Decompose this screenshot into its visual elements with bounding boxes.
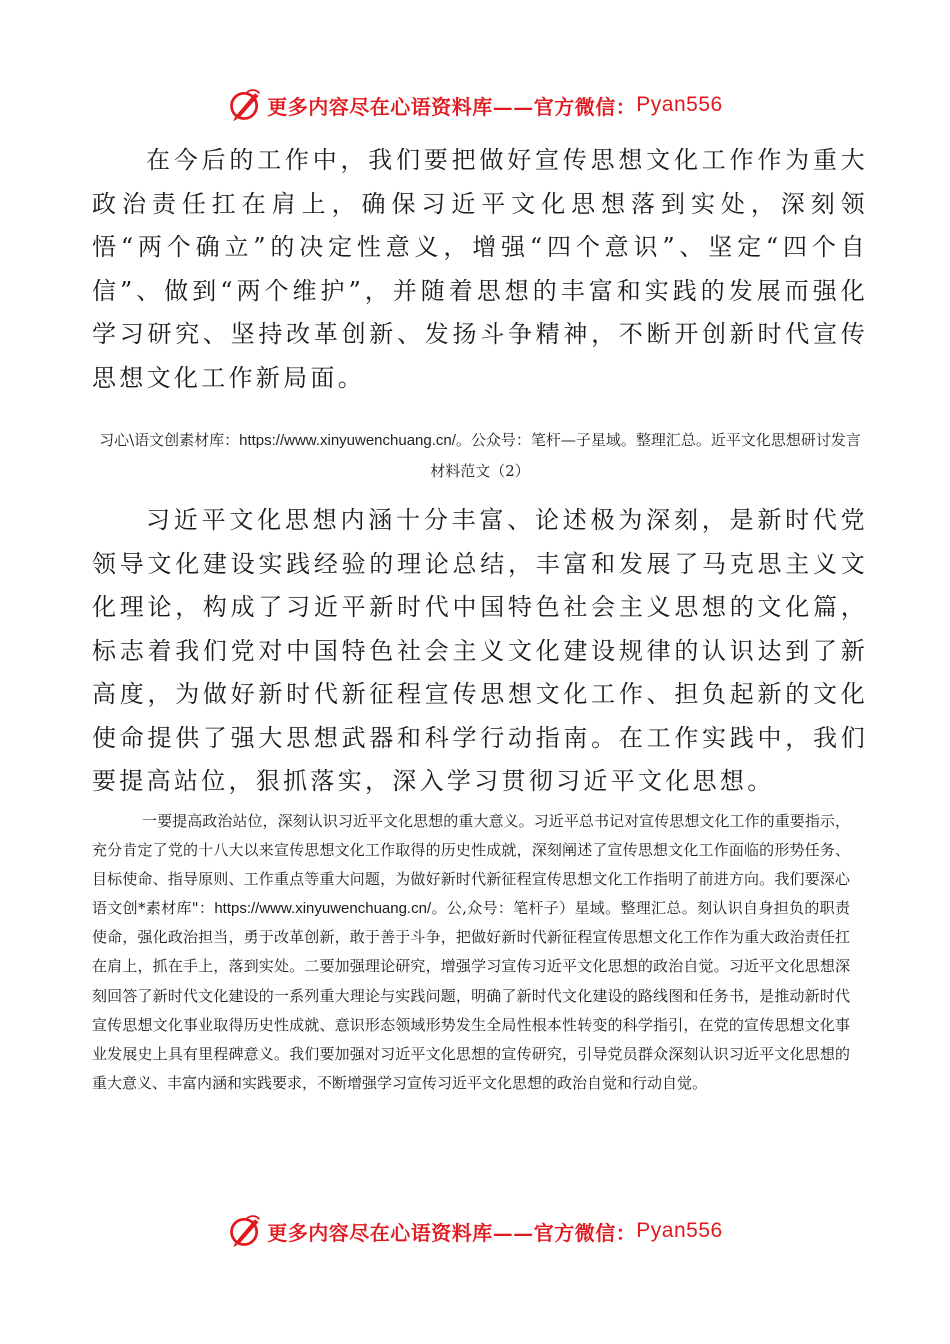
body-url: https://www.xinyuwenchuang.cn/	[214, 900, 432, 918]
header-banner	[0, 86, 950, 124]
pen-logo-icon	[227, 1213, 263, 1249]
paragraph-intro: 习近平文化思想内涵十分丰富、论述极为深刻，是新时代党领导文化建设实践经验的理论总结，丰富和发展了马克思主义文化理论，构成了习近平新时代中国特色社会主义思想的文化篇，标志着我们党对中国特色社会主义文化建设规律的认识达到了新高度，为做好新时代新征程宣传思想文化工作、担负起新的文化使命提供了强大思想武器和科学行动指南。在工作实践中，我们要提高站位，狠抓落实，深入学习贯彻习近平文化思想。	[92, 506, 868, 795]
banner-main-text: 更多内容尽在心语资料库——	[267, 94, 534, 119]
body-text-part2: 。公,众号：笔杆子）星域。整理汇总。刻认识自身担负的职责使命，强化政治担当，勇于改革创新，敢于善于斗争，把做好新时代新征程宣传思想文化工作作为重大政治责任扛在肩上，抓在手上，落到实处。二要加强理论研究，增强学习宣传习近平文化思想的政治自觉。习近平文化思想深刻回答了新时代文化建设的一系列重大理论与实践问题，明确了新时代文化建设的路线图和任务书，是推动新时代宣传思想文化事业取得历史性成就、意识形态领域形势发生全局性根本性转变的科学指引，在党的宣传思想文化事业发展史上具有里程碑意义。我们要加强对习近平文化思想的宣传研究，引导党员群众深刻认识习近平文化思想的重大意义、丰富内涵和实践要求，不断增强学习宣传习近平文化思想的政治自觉和行动自觉。	[92, 899, 850, 1092]
heading-url: https://www.xinyuwenchuang.cn/	[239, 432, 456, 449]
heading-prefix: 习心\语文创素材库：	[99, 431, 240, 449]
footer-banner	[0, 1212, 950, 1250]
pen-logo-icon	[227, 87, 263, 123]
banner-wechat-id: Pyan556	[636, 93, 723, 116]
banner-wechat-label: 官方微信：	[533, 94, 637, 119]
body-text-part1: 一要提高政治站位，深刻认识习近平文化思想的重大意义。习近平总书记对宣传思想文化工作的重要指示，充分肯定了党的十八大以来宣传思想文化工作取得的历史性成就，深刻阐述了宣传思想文化工作面临的形势任务、目标使命、指导原则、工作重点等重大问题，为做好新时代新征程宣传思想文化工作指明了前进方向。我们要深心语文创*素材库"：	[92, 812, 850, 918]
paragraph-conclusion: 在今后的工作中，我们要把做好宣传思想文化工作作为重大政治责任扛在肩上，确保习近平文化思想落到实处，深刻领悟“两个确立”的决定性意义，增强“四个意识”、坚定“四个自信”、做到“两个维护”，并随着思想的丰富和实践的发展而强化学习研究、坚持改革创新、发扬斗争精神，不断开创新时代宣传思想文化工作新局面。	[92, 146, 868, 392]
footer-wechat-id: Pyan556	[636, 1219, 723, 1242]
paragraph-body	[92, 807, 850, 1098]
footer-wechat-label: 官方微信：	[533, 1220, 637, 1245]
section-heading	[92, 425, 868, 486]
heading-suffix: 。公众号：笔杆—子星域。整理汇总。近平文化思想研讨发言材料范文（2）	[430, 431, 861, 480]
footer-main-text: 更多内容尽在心语资料库——	[267, 1220, 534, 1245]
